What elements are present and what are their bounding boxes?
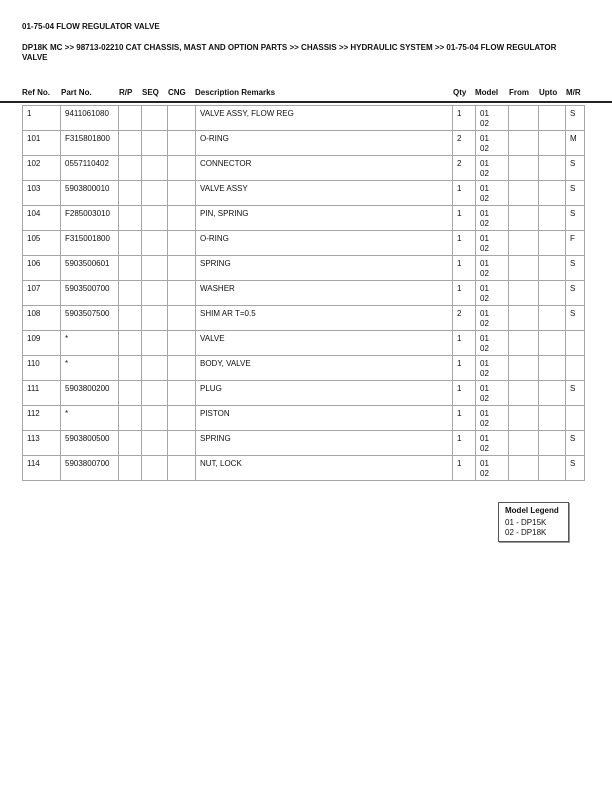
ref-no-cell: 109	[23, 331, 61, 356]
header-from: From	[509, 88, 529, 97]
qty-cell: 1	[453, 331, 476, 356]
part-no-cell: *	[61, 356, 119, 381]
model-code: 02	[480, 119, 489, 128]
description-cell: SHIM AR T=0.5	[196, 306, 453, 331]
ref-no-cell: 111	[23, 381, 61, 406]
mr-cell	[566, 331, 585, 356]
model-code: 01	[480, 309, 489, 318]
model-cell	[476, 381, 509, 406]
from-cell	[509, 106, 539, 131]
seq-cell	[142, 231, 168, 256]
upto-cell	[539, 206, 566, 231]
from-cell	[509, 306, 539, 331]
cng-cell	[168, 306, 196, 331]
upto-cell	[539, 381, 566, 406]
qty-cell: 1	[453, 231, 476, 256]
table-row	[23, 356, 585, 381]
model-code: 02	[480, 169, 489, 178]
mr-cell	[566, 356, 585, 381]
qty-cell: 1	[453, 431, 476, 456]
model-code: 01	[480, 234, 489, 243]
model-legend-title: Model Legend	[505, 506, 559, 515]
seq-cell	[142, 356, 168, 381]
model-cell	[476, 156, 509, 181]
table-row	[23, 456, 585, 481]
model-legend-item: 01 - DP15K	[505, 518, 547, 527]
table-row	[23, 331, 585, 356]
model-code: 02	[480, 394, 489, 403]
ref-no-cell: 112	[23, 406, 61, 431]
model-code: 02	[480, 244, 489, 253]
seq-cell	[142, 456, 168, 481]
qty-cell: 1	[453, 406, 476, 431]
cng-cell	[168, 256, 196, 281]
header-ref-no: Ref No.	[22, 88, 50, 97]
description-cell: VALVE ASSY	[196, 181, 453, 206]
from-cell	[509, 406, 539, 431]
mr-cell: M	[566, 131, 585, 156]
ref-no-cell: 102	[23, 156, 61, 181]
model-code: 02	[480, 344, 489, 353]
cng-cell	[168, 181, 196, 206]
table-row	[23, 381, 585, 406]
header-seq: SEQ	[142, 88, 159, 97]
description-cell: VALVE	[196, 331, 453, 356]
ref-no-cell: 107	[23, 281, 61, 306]
seq-cell	[142, 181, 168, 206]
header-model: Model	[475, 88, 499, 97]
mr-cell: F	[566, 231, 585, 256]
table-row	[23, 131, 585, 156]
model-code: 01	[480, 109, 489, 118]
model-code: 01	[480, 409, 489, 418]
seq-cell	[142, 281, 168, 306]
header-mr: M/R	[566, 88, 581, 97]
from-cell	[509, 206, 539, 231]
rp-cell	[119, 206, 142, 231]
parts-table-body	[23, 106, 585, 481]
header-rp: R/P	[119, 88, 133, 97]
cng-cell	[168, 381, 196, 406]
ref-no-cell: 110	[23, 356, 61, 381]
part-no-cell: F315001800	[61, 231, 119, 256]
rp-cell	[119, 406, 142, 431]
model-code: 02	[480, 444, 489, 453]
model-code: 01	[480, 334, 489, 343]
model-code: 02	[480, 219, 489, 228]
cng-cell	[168, 331, 196, 356]
header-upto: Upto	[539, 88, 558, 97]
part-no-cell: F285003010	[61, 206, 119, 231]
mr-cell: S	[566, 106, 585, 131]
part-no-cell: 5903800010	[61, 181, 119, 206]
header-part-no: Part No.	[61, 88, 92, 97]
model-cell	[476, 431, 509, 456]
part-no-cell: 5903800500	[61, 431, 119, 456]
rp-cell	[119, 331, 142, 356]
rp-cell	[119, 181, 142, 206]
part-no-cell: 5903500601	[61, 256, 119, 281]
qty-cell: 1	[453, 206, 476, 231]
header-qty: Qty	[453, 88, 467, 97]
from-cell	[509, 181, 539, 206]
qty-cell: 1	[453, 381, 476, 406]
qty-cell: 2	[453, 131, 476, 156]
rp-cell	[119, 281, 142, 306]
model-code: 02	[480, 269, 489, 278]
mr-cell: S	[566, 281, 585, 306]
table-row	[23, 281, 585, 306]
upto-cell	[539, 231, 566, 256]
mr-cell: S	[566, 456, 585, 481]
model-code: 02	[480, 419, 489, 428]
header-description: Description Remarks	[195, 88, 276, 97]
from-cell	[509, 256, 539, 281]
ref-no-cell: 104	[23, 206, 61, 231]
mr-cell	[566, 406, 585, 431]
model-cell	[476, 231, 509, 256]
model-legend	[498, 502, 569, 542]
rp-cell	[119, 356, 142, 381]
from-cell	[509, 231, 539, 256]
seq-cell	[142, 106, 168, 131]
seq-cell	[142, 206, 168, 231]
table-row	[23, 431, 585, 456]
table-row	[23, 306, 585, 331]
ref-no-cell: 105	[23, 231, 61, 256]
model-cell	[476, 106, 509, 131]
upto-cell	[539, 256, 566, 281]
model-cell	[476, 356, 509, 381]
seq-cell	[142, 256, 168, 281]
model-code: 01	[480, 134, 489, 143]
model-cell	[476, 181, 509, 206]
seq-cell	[142, 431, 168, 456]
table-row	[23, 231, 585, 256]
model-code: 01	[480, 159, 489, 168]
qty-cell: 2	[453, 306, 476, 331]
cng-cell	[168, 106, 196, 131]
ref-no-cell: 113	[23, 431, 61, 456]
upto-cell	[539, 456, 566, 481]
description-cell: SPRING	[196, 431, 453, 456]
part-no-cell: F315801800	[61, 131, 119, 156]
upto-cell	[539, 156, 566, 181]
qty-cell: 1	[453, 456, 476, 481]
description-cell: NUT, LOCK	[196, 456, 453, 481]
qty-cell: 1	[453, 256, 476, 281]
ref-no-cell: 106	[23, 256, 61, 281]
ref-no-cell: 101	[23, 131, 61, 156]
seq-cell	[142, 156, 168, 181]
upto-cell	[539, 106, 566, 131]
qty-cell: 1	[453, 106, 476, 131]
ref-no-cell: 1	[23, 106, 61, 131]
description-cell: PISTON	[196, 406, 453, 431]
from-cell	[509, 456, 539, 481]
from-cell	[509, 156, 539, 181]
model-code: 01	[480, 434, 489, 443]
model-code: 02	[480, 294, 489, 303]
model-code: 01	[480, 359, 489, 368]
seq-cell	[142, 381, 168, 406]
model-code: 01	[480, 209, 489, 218]
from-cell	[509, 331, 539, 356]
rp-cell	[119, 231, 142, 256]
model-cell	[476, 331, 509, 356]
rp-cell	[119, 456, 142, 481]
table-row	[23, 406, 585, 431]
table-row	[23, 256, 585, 281]
from-cell	[509, 131, 539, 156]
rp-cell	[119, 256, 142, 281]
cng-cell	[168, 231, 196, 256]
model-code: 01	[480, 184, 489, 193]
model-cell	[476, 131, 509, 156]
model-cell	[476, 206, 509, 231]
upto-cell	[539, 131, 566, 156]
part-no-cell: 5903800200	[61, 381, 119, 406]
mr-cell: S	[566, 206, 585, 231]
mr-cell: S	[566, 181, 585, 206]
upto-cell	[539, 181, 566, 206]
part-no-cell: 5903500700	[61, 281, 119, 306]
cng-cell	[168, 281, 196, 306]
upto-cell	[539, 281, 566, 306]
cng-cell	[168, 156, 196, 181]
cng-cell	[168, 206, 196, 231]
upto-cell	[539, 431, 566, 456]
part-no-cell: *	[61, 331, 119, 356]
qty-cell: 1	[453, 181, 476, 206]
mr-cell: S	[566, 381, 585, 406]
ref-no-cell: 103	[23, 181, 61, 206]
table-row	[23, 206, 585, 231]
qty-cell: 1	[453, 281, 476, 306]
upto-cell	[539, 356, 566, 381]
model-code: 01	[480, 259, 489, 268]
mr-cell: S	[566, 156, 585, 181]
model-code: 01	[480, 284, 489, 293]
parts-table	[22, 105, 585, 481]
mr-cell: S	[566, 256, 585, 281]
cng-cell	[168, 406, 196, 431]
header-divider	[0, 101, 612, 103]
from-cell	[509, 381, 539, 406]
cng-cell	[168, 356, 196, 381]
upto-cell	[539, 331, 566, 356]
model-code: 02	[480, 369, 489, 378]
rp-cell	[119, 381, 142, 406]
from-cell	[509, 431, 539, 456]
qty-cell: 1	[453, 356, 476, 381]
upto-cell	[539, 406, 566, 431]
cng-cell	[168, 431, 196, 456]
description-cell: PLUG	[196, 381, 453, 406]
breadcrumb: DP18K MC >> 98713-02210 CAT CHASSIS, MAST AND OPTION PARTS >> CHASSIS >> HYDRAULIC SYSTEM >> 01-75-04 FLOW REGULATOR VALVE	[22, 43, 557, 62]
seq-cell	[142, 306, 168, 331]
header-cng: CNG	[168, 88, 186, 97]
description-cell: PIN, SPRING	[196, 206, 453, 231]
rp-cell	[119, 156, 142, 181]
description-cell: O-RING	[196, 131, 453, 156]
rp-cell	[119, 106, 142, 131]
part-no-cell: 0557110402	[61, 156, 119, 181]
mr-cell: S	[566, 306, 585, 331]
model-cell	[476, 256, 509, 281]
seq-cell	[142, 131, 168, 156]
model-code: 02	[480, 144, 489, 153]
table-row	[23, 181, 585, 206]
model-code: 02	[480, 194, 489, 203]
description-cell: WASHER	[196, 281, 453, 306]
cng-cell	[168, 456, 196, 481]
rp-cell	[119, 306, 142, 331]
qty-cell: 2	[453, 156, 476, 181]
description-cell: O-RING	[196, 231, 453, 256]
description-cell: BODY, VALVE	[196, 356, 453, 381]
description-cell: SPRING	[196, 256, 453, 281]
mr-cell: S	[566, 431, 585, 456]
rp-cell	[119, 131, 142, 156]
table-row	[23, 106, 585, 131]
part-no-cell: 9411061080	[61, 106, 119, 131]
seq-cell	[142, 406, 168, 431]
page-title: 01-75-04 FLOW REGULATOR VALVE	[22, 22, 160, 31]
part-no-cell: 5903507500	[61, 306, 119, 331]
from-cell	[509, 281, 539, 306]
cng-cell	[168, 131, 196, 156]
ref-no-cell: 108	[23, 306, 61, 331]
model-cell	[476, 306, 509, 331]
model-cell	[476, 281, 509, 306]
model-cell	[476, 456, 509, 481]
model-cell	[476, 406, 509, 431]
rp-cell	[119, 431, 142, 456]
upto-cell	[539, 306, 566, 331]
part-no-cell: 5903800700	[61, 456, 119, 481]
model-code: 01	[480, 459, 489, 468]
ref-no-cell: 114	[23, 456, 61, 481]
part-no-cell: *	[61, 406, 119, 431]
from-cell	[509, 356, 539, 381]
seq-cell	[142, 331, 168, 356]
table-row	[23, 156, 585, 181]
description-cell: CONNECTOR	[196, 156, 453, 181]
model-code: 02	[480, 319, 489, 328]
model-code: 02	[480, 469, 489, 478]
model-code: 01	[480, 384, 489, 393]
description-cell: VALVE ASSY, FLOW REG	[196, 106, 453, 131]
model-legend-item: 02 - DP18K	[505, 528, 547, 537]
